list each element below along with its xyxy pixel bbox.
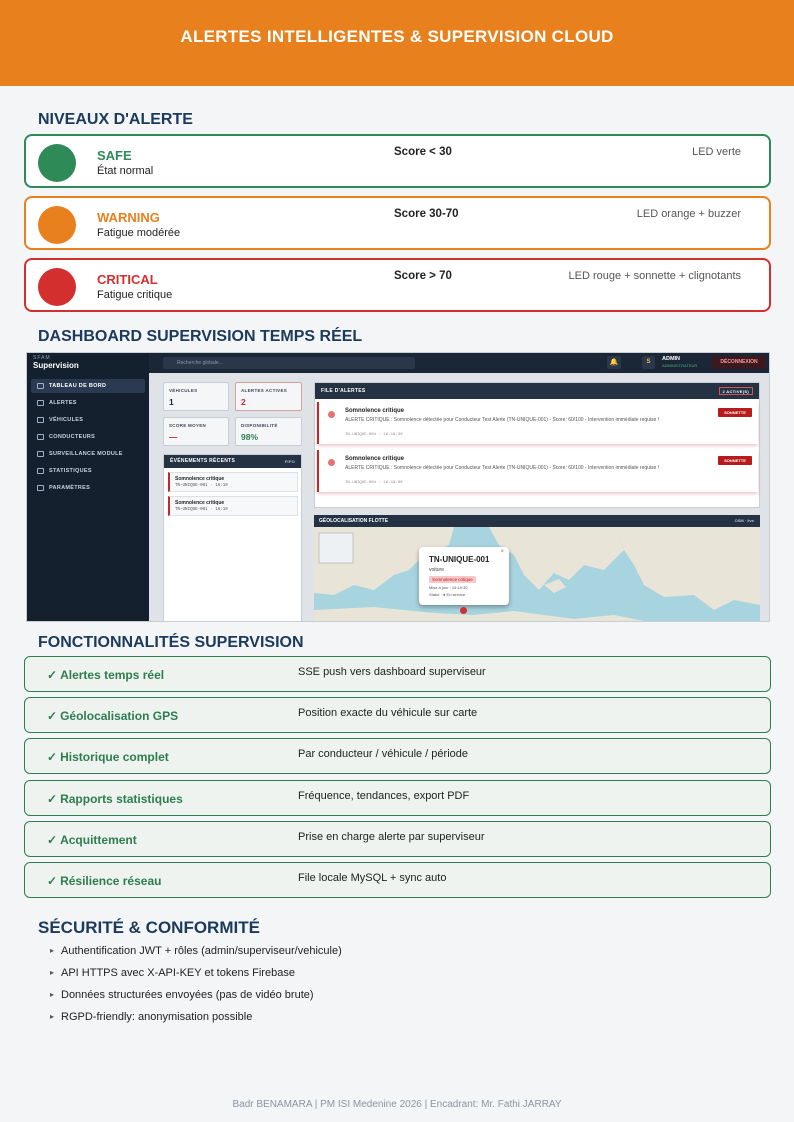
level-name: SAFE (97, 148, 132, 163)
events-panel (163, 454, 302, 622)
level-led: LED verte (692, 146, 741, 158)
search-input[interactable]: Recherche globale... (163, 357, 415, 369)
popup-title: TN-UNIQUE-001 (429, 555, 490, 564)
truck-icon (37, 417, 44, 423)
feature-desc: SSE push vers dashboard superviseur (298, 666, 486, 678)
alert-message: ALERTE CRITIQUE : Somnolence détectée pour Conducteur Test Alerte (TN-UNIQUE-001) - Score: 60/100 - Intervention immédiate requise ! (345, 417, 660, 423)
event-item[interactable]: Somnolence critique TN-UNIQUE-001 · 16:19 (168, 472, 298, 492)
users-icon (37, 434, 44, 440)
feature-label: ✓ Acquittement (47, 833, 137, 847)
level-name: CRITICAL (97, 272, 158, 287)
user-name: ADMIN (662, 356, 681, 362)
check-icon: ✓ (47, 874, 58, 888)
map-header: GÉOLOCALISATION FLOTTE OSM · live (314, 515, 760, 527)
ring-button[interactable]: SONNETTE (718, 408, 752, 417)
section-title-features: FONCTIONNALITÉS SUPERVISION (38, 634, 304, 651)
feature-label: ✓ Résilience réseau (47, 874, 162, 888)
kpi-label: VÉHICULES (169, 388, 198, 393)
kpi-label: SCORE MOYEN (169, 423, 207, 428)
feature-desc: Par conducteur / véhicule / période (298, 748, 468, 760)
kpi-card (163, 417, 229, 446)
alert-timestamp: TN-UNIQUE-001 · 16:19:06 (345, 481, 403, 485)
feature-row (24, 862, 771, 898)
footer: Badr BENAMARA | PM ISI Medenine 2026 | Encadrant: Mr. Fathi JARRAY (232, 1099, 562, 1110)
kpi-label: ALERTES ACTIVES (241, 388, 288, 393)
list-item: ▸ RGPD-friendly: anonymisation possible (50, 1011, 342, 1033)
check-icon: ✓ (47, 709, 58, 723)
chart-icon (37, 383, 44, 389)
red-led-icon (38, 268, 76, 306)
sidebar-item-dashboard[interactable]: TABLEAU DE BORD (31, 379, 145, 393)
section-title-security: SÉCURITÉ & CONFORMITÉ (38, 918, 260, 937)
feature-desc: Prise en charge alerte par superviseur (298, 831, 485, 843)
feature-row (24, 738, 771, 774)
level-desc: Fatigue modérée (97, 227, 181, 239)
level-desc: Fatigue critique (97, 289, 173, 301)
monitor-icon (37, 451, 44, 457)
list-item: ▸ Authentification JWT + rôles (admin/superviseur/vehicule) (50, 945, 342, 967)
fleet-map[interactable] (314, 515, 760, 622)
header-banner (0, 0, 794, 86)
kpi-card (235, 382, 302, 411)
level-led: LED orange + buzzer (636, 208, 741, 220)
kpi-card (235, 417, 302, 446)
section-title-dashboard: DASHBOARD SUPERVISION TEMPS RÉEL (38, 328, 363, 345)
feature-row (24, 821, 771, 857)
ring-button[interactable]: SONNETTE (718, 456, 752, 465)
feature-label: ✓ Rapports statistiques (47, 792, 183, 806)
stats-icon (37, 468, 44, 474)
page-title: ALERTES INTELLIGENTES & SUPERVISION CLOUD (180, 27, 614, 46)
list-item: ▸ Données structurées envoyées (pas de vidéo brute) (50, 989, 342, 1011)
level-score: Score 30-70 (394, 208, 459, 220)
alerts-queue-header: FILE D'ALERTES 2 ACTIVE(S) (315, 383, 759, 399)
list-item: ▸ API HTTPS avec X-API-KEY et tokens Firebase (50, 967, 342, 989)
security-list (50, 945, 342, 1033)
events-header: ÉVÉNEMENTS RÉCENTS FIFO (164, 455, 301, 468)
orange-led-icon (38, 206, 76, 244)
sidebar-item-stats[interactable]: STATISTIQUES (31, 464, 145, 478)
alert-timestamp: TN-UNIQUE-001 · 16:19:30 (345, 433, 403, 437)
vehicle-marker-icon[interactable] (460, 607, 467, 614)
kpi-value: 2 (241, 397, 246, 407)
gear-icon (37, 485, 44, 491)
sidebar-item-vehicles[interactable]: VÉHICULES (31, 413, 145, 427)
avatar[interactable]: S (642, 356, 655, 369)
feature-desc: File locale MySQL + sync auto (298, 872, 447, 884)
brand-small: SFAM (33, 355, 51, 361)
feature-label: ✓ Alertes temps réel (47, 668, 165, 682)
level-score: Score > 70 (394, 270, 452, 282)
sidebar-item-drivers[interactable]: CONDUCTEURS (31, 430, 145, 444)
dashboard-screenshot (26, 352, 770, 622)
sidebar-item-settings[interactable]: PARAMÈTRES (31, 481, 145, 495)
kpi-card (163, 382, 229, 411)
alert-title: Somnolence critique (345, 408, 405, 414)
check-icon: ✓ (47, 668, 58, 682)
feature-label: ✓ Géolocalisation GPS (47, 709, 179, 723)
logout-button[interactable]: DÉCONNEXION (712, 356, 766, 369)
green-led-icon (38, 144, 76, 182)
level-name: WARNING (97, 210, 160, 225)
popup-status: Statut · ● En service (429, 592, 466, 597)
alerts-queue-panel (314, 382, 760, 508)
level-critical (24, 258, 771, 312)
bell-icon[interactable]: 🔔 (607, 356, 621, 369)
alert-item[interactable] (317, 450, 758, 492)
level-warning (24, 196, 771, 250)
sidebar (27, 353, 149, 622)
alert-title: Somnolence critique (345, 456, 405, 462)
active-count-badge: 2 ACTIVE(S) (719, 387, 754, 395)
check-icon: ✓ (47, 792, 58, 806)
popup-updated: Mise à jour : 15:19:30 (429, 585, 468, 590)
user-role: ADMINISTRATEUR (662, 363, 698, 368)
popup-type: voiture (429, 567, 445, 573)
check-icon: ✓ (47, 833, 58, 847)
feature-row (24, 656, 771, 692)
level-desc: État normal (97, 165, 154, 177)
feature-desc: Fréquence, tendances, export PDF (298, 790, 470, 802)
alert-icon (37, 400, 44, 406)
sidebar-item-module[interactable]: SURVEILLANCE MODULE (31, 447, 145, 461)
dashboard-topbar (149, 353, 770, 373)
vehicle-popup (419, 547, 509, 605)
level-score: Score < 30 (394, 146, 452, 158)
alert-dot-icon (328, 459, 335, 466)
sidebar-item-alerts[interactable]: ALERTES (31, 396, 145, 410)
event-item[interactable]: Somnolence critique TN-UNIQUE-001 · 16:19 (168, 496, 298, 516)
level-led: LED rouge + sonnette + clignotants (568, 270, 741, 282)
check-icon: ✓ (47, 750, 58, 764)
feature-desc: Position exacte du véhicule sur carte (298, 707, 478, 719)
kpi-value: 98% (241, 432, 259, 442)
alert-message: ALERTE CRITIQUE : Somnolence détectée pour Conducteur Test Alerte (TN-UNIQUE-001) - Score: 60/100 - Intervention immédiate requise ! (345, 465, 660, 471)
alert-item[interactable] (317, 402, 758, 444)
level-safe (24, 134, 771, 188)
section-title-levels: NIVEAUX D'ALERTE (38, 111, 193, 128)
brand: Supervision (33, 361, 79, 370)
popup-badge: Somnolence critique (429, 576, 476, 583)
kpi-value: 1 (169, 397, 174, 407)
feature-row (24, 697, 771, 733)
feature-row (24, 780, 771, 816)
kpi-label: DISPONIBILITÉ (241, 423, 278, 428)
alert-dot-icon (328, 411, 335, 418)
close-icon[interactable]: × (500, 549, 504, 555)
feature-label: ✓ Historique complet (47, 750, 169, 764)
kpi-value: — (169, 432, 178, 442)
map-land (314, 515, 760, 622)
